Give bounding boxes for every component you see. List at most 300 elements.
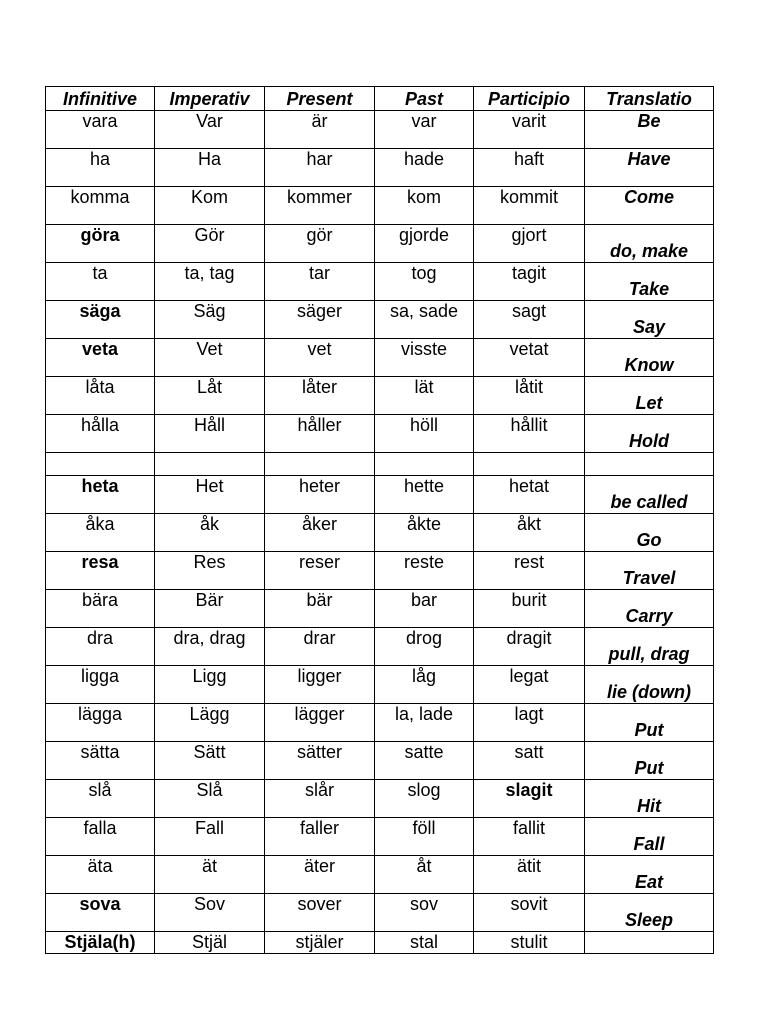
cell-translation <box>585 476 714 514</box>
cell-text: lie (down) <box>607 682 691 702</box>
cell-text: ta, tag <box>184 263 235 283</box>
cell-text: vetat <box>509 339 549 359</box>
cell-past <box>375 415 474 453</box>
cell-imperativ <box>155 415 265 453</box>
header-translatio: Translatio <box>585 87 714 111</box>
cell-past <box>375 818 474 856</box>
cell-text: be called <box>610 492 688 512</box>
cell-present <box>265 263 375 301</box>
cell-infinitive <box>46 894 155 932</box>
cell-translation <box>585 894 714 932</box>
cell-present <box>265 894 375 932</box>
cell-text: Put <box>634 720 664 740</box>
cell-text: kommer <box>286 187 352 207</box>
cell-text: haft <box>513 149 545 169</box>
cell-imperativ <box>155 187 265 225</box>
cell-translation <box>585 149 714 187</box>
cell-imperativ <box>155 856 265 894</box>
cell-imperativ <box>155 111 265 149</box>
verb-rows <box>46 111 714 954</box>
cell-text: Travel <box>622 568 676 588</box>
cell-text: slog <box>407 780 441 800</box>
cell-text: sover <box>297 894 342 914</box>
cell-text: lagt <box>514 704 544 724</box>
cell-translation <box>585 339 714 377</box>
cell-text: resa <box>81 552 119 572</box>
cell-text: kom <box>406 187 441 207</box>
cell-text: ät <box>201 856 217 876</box>
cell-participio <box>474 149 585 187</box>
cell-text: dragit <box>506 628 552 648</box>
cell-past <box>375 187 474 225</box>
cell-past <box>375 932 474 954</box>
cell-present <box>265 149 375 187</box>
cell-text: hållit <box>510 415 548 435</box>
cell-infinitive <box>46 818 155 856</box>
cell-past <box>375 263 474 301</box>
cell-infinitive <box>46 187 155 225</box>
cell-present <box>265 476 375 514</box>
cell-text: ta <box>92 263 108 283</box>
cell-past <box>375 339 474 377</box>
cell-participio <box>474 552 585 590</box>
cell-translation <box>585 856 714 894</box>
header-imperativ: Imperativ <box>155 87 265 111</box>
cell-participio <box>474 476 585 514</box>
cell-translation <box>585 453 714 476</box>
cell-translation <box>585 552 714 590</box>
cell-past <box>375 149 474 187</box>
cell-past <box>375 476 474 514</box>
cell-infinitive <box>46 780 155 818</box>
cell-text: sa, sade <box>389 301 459 321</box>
cell-text: gjorde <box>398 225 450 245</box>
cell-text: tog <box>411 263 437 283</box>
cell-text: är <box>311 111 328 131</box>
cell-text: Put <box>634 758 664 778</box>
cell-text: satte <box>404 742 444 762</box>
cell-participio <box>474 415 585 453</box>
cell-text: gör <box>306 225 333 245</box>
cell-text: äter <box>303 856 336 876</box>
cell-text: ha <box>89 149 111 169</box>
cell-text: hette <box>403 476 445 496</box>
cell-infinitive <box>46 666 155 704</box>
cell-text: burit <box>511 590 547 610</box>
cell-text: kommit <box>500 187 558 207</box>
spacer-row <box>46 453 714 476</box>
cell-imperativ <box>155 704 265 742</box>
cell-participio <box>474 894 585 932</box>
cell-present <box>265 856 375 894</box>
cell-text: säga <box>79 301 121 321</box>
cell-infinitive <box>46 590 155 628</box>
cell-text: låtit <box>514 377 543 397</box>
cell-text: stjäler <box>295 932 344 952</box>
cell-text: åker <box>301 514 337 534</box>
cell-imperativ <box>155 263 265 301</box>
table-row <box>46 339 714 377</box>
table-row <box>46 856 714 894</box>
cell-past <box>375 377 474 415</box>
cell-translation <box>585 263 714 301</box>
cell-text: faller <box>299 818 339 838</box>
cell-text: heta <box>81 476 119 496</box>
cell-text: Gör <box>194 225 225 245</box>
cell-text: bära <box>81 590 119 610</box>
cell-present <box>265 932 375 954</box>
cell-text: hetat <box>508 476 550 496</box>
cell-text: göra <box>80 225 120 245</box>
cell-text: höll <box>409 415 439 435</box>
cell-text: fallit <box>512 818 545 838</box>
cell-translation <box>585 818 714 856</box>
cell-text: Håll <box>193 415 225 435</box>
cell-text: reser <box>298 552 340 572</box>
cell-participio <box>474 666 585 704</box>
cell-text: säger <box>296 301 343 321</box>
table-row <box>46 476 714 514</box>
cell-imperativ <box>155 339 265 377</box>
cell-past <box>375 704 474 742</box>
cell-infinitive <box>46 111 155 149</box>
cell-text: Fall <box>633 834 665 854</box>
cell-text: Know <box>624 355 674 375</box>
header-present: Present <box>265 87 375 111</box>
cell-text: dra <box>86 628 113 648</box>
cell-text: Stjäla(h) <box>64 932 136 952</box>
cell-present <box>265 742 375 780</box>
cell-text: Sätt <box>193 742 226 762</box>
cell-past <box>375 742 474 780</box>
cell-text: Säg <box>193 301 226 321</box>
cell-imperativ <box>155 377 265 415</box>
cell-text: satt <box>514 742 544 762</box>
cell-translation <box>585 628 714 666</box>
cell-infinitive <box>46 476 155 514</box>
table-row <box>46 111 714 149</box>
cell-infinitive <box>46 514 155 552</box>
cell-infinitive <box>46 856 155 894</box>
cell-text: tagit <box>511 263 547 283</box>
cell-participio <box>474 628 585 666</box>
cell-text: stulit <box>510 932 548 952</box>
cell-text: komma <box>70 187 130 207</box>
cell-text: Sleep <box>624 910 674 930</box>
cell-translation <box>585 590 714 628</box>
cell-participio <box>474 590 585 628</box>
cell-infinitive <box>46 339 155 377</box>
cell-present <box>265 453 375 476</box>
cell-present <box>265 225 375 263</box>
cell-past <box>375 628 474 666</box>
cell-text: lät <box>414 377 434 397</box>
cell-present <box>265 187 375 225</box>
cell-participio <box>474 856 585 894</box>
cell-participio <box>474 453 585 476</box>
cell-imperativ <box>155 225 265 263</box>
cell-infinitive <box>46 628 155 666</box>
cell-text: Stjäl <box>191 932 227 952</box>
cell-present <box>265 377 375 415</box>
cell-text: åt <box>416 856 432 876</box>
cell-past <box>375 453 474 476</box>
cell-infinitive <box>46 149 155 187</box>
cell-present <box>265 552 375 590</box>
cell-text: håller <box>297 415 342 435</box>
table-row <box>46 742 714 780</box>
cell-text: hade <box>403 149 445 169</box>
cell-imperativ <box>155 894 265 932</box>
cell-text: heter <box>298 476 341 496</box>
cell-text: veta <box>81 339 119 359</box>
cell-text: slagit <box>505 780 553 800</box>
cell-text: reste <box>403 552 445 572</box>
cell-text: Slå <box>196 780 223 800</box>
cell-text: legat <box>509 666 549 686</box>
cell-past <box>375 111 474 149</box>
cell-imperativ <box>155 590 265 628</box>
cell-translation <box>585 301 714 339</box>
header-past: Past <box>375 87 474 111</box>
table-row <box>46 514 714 552</box>
cell-participio <box>474 377 585 415</box>
cell-translation <box>585 780 714 818</box>
cell-translation <box>585 111 714 149</box>
table-row <box>46 590 714 628</box>
cell-infinitive <box>46 704 155 742</box>
table-row <box>46 301 714 339</box>
cell-text: la, lade <box>394 704 454 724</box>
cell-text: Kom <box>190 187 228 207</box>
cell-text: falla <box>83 818 117 838</box>
cell-present <box>265 628 375 666</box>
cell-text: Have <box>627 149 671 169</box>
verb-conjugation-table <box>45 86 714 954</box>
cell-text: vet <box>307 339 332 359</box>
cell-text: Hold <box>629 431 669 451</box>
cell-text: åkte <box>406 514 442 534</box>
cell-text: bar <box>410 590 437 610</box>
cell-translation <box>585 514 714 552</box>
cell-present <box>265 339 375 377</box>
cell-past <box>375 856 474 894</box>
cell-text: slå <box>88 780 112 800</box>
cell-text: sova <box>79 894 121 914</box>
cell-participio <box>474 932 585 954</box>
cell-text: pull, drag <box>608 644 690 664</box>
cell-present <box>265 415 375 453</box>
cell-text: Bär <box>195 590 224 610</box>
cell-present <box>265 111 375 149</box>
cell-imperativ <box>155 666 265 704</box>
cell-present <box>265 666 375 704</box>
cell-past <box>375 590 474 628</box>
cell-imperativ <box>155 149 265 187</box>
cell-text: sagt <box>511 301 547 321</box>
cell-participio <box>474 818 585 856</box>
cell-imperativ <box>155 932 265 954</box>
cell-text: föll <box>412 818 436 838</box>
cell-present <box>265 590 375 628</box>
cell-text: sätta <box>80 742 120 762</box>
cell-text: Take <box>628 279 670 299</box>
cell-past <box>375 301 474 339</box>
cell-infinitive <box>46 263 155 301</box>
cell-participio <box>474 742 585 780</box>
cell-imperativ <box>155 552 265 590</box>
cell-text: drar <box>303 628 336 648</box>
cell-participio <box>474 301 585 339</box>
cell-infinitive <box>46 415 155 453</box>
cell-past <box>375 666 474 704</box>
cell-text: sov <box>409 894 438 914</box>
header-infinitive: Infinitive <box>46 87 155 111</box>
cell-infinitive <box>46 225 155 263</box>
table-row <box>46 628 714 666</box>
cell-text: tar <box>308 263 330 283</box>
cell-text: lägga <box>77 704 123 724</box>
cell-text: Ha <box>197 149 221 169</box>
cell-text: låg <box>411 666 437 686</box>
cell-past <box>375 780 474 818</box>
cell-infinitive <box>46 301 155 339</box>
cell-text: har <box>306 149 333 169</box>
cell-text: ligger <box>297 666 342 686</box>
cell-imperativ <box>155 818 265 856</box>
cell-participio <box>474 514 585 552</box>
cell-imperativ <box>155 301 265 339</box>
cell-translation <box>585 187 714 225</box>
cell-infinitive <box>46 453 155 476</box>
cell-translation <box>585 932 714 954</box>
cell-present <box>265 780 375 818</box>
cell-text: äta <box>87 856 113 876</box>
cell-translation <box>585 415 714 453</box>
cell-text: Var <box>196 111 223 131</box>
cell-text: Fall <box>194 818 224 838</box>
table-row <box>46 818 714 856</box>
cell-text: Eat <box>634 872 663 892</box>
cell-text: Hit <box>637 796 661 816</box>
cell-imperativ <box>155 742 265 780</box>
cell-participio <box>474 339 585 377</box>
cell-text: Come <box>623 187 674 207</box>
cell-text: hålla <box>80 415 120 435</box>
cell-imperativ <box>155 476 265 514</box>
table-row <box>46 149 714 187</box>
cell-translation <box>585 742 714 780</box>
table-row <box>46 263 714 301</box>
cell-text: sovit <box>510 894 548 914</box>
cell-text: bär <box>306 590 333 610</box>
cell-text: Say <box>632 317 666 337</box>
table-row <box>46 415 714 453</box>
cell-text: drog <box>405 628 443 648</box>
cell-text: åka <box>85 514 115 534</box>
table-row <box>46 666 714 704</box>
cell-text: rest <box>513 552 544 572</box>
cell-infinitive <box>46 932 155 954</box>
cell-text: låta <box>85 377 115 397</box>
cell-text: vara <box>82 111 118 131</box>
cell-participio <box>474 263 585 301</box>
cell-text: dra, drag <box>173 628 246 648</box>
table-row <box>46 187 714 225</box>
cell-text: Go <box>636 530 662 550</box>
cell-infinitive <box>46 377 155 415</box>
cell-text: ligga <box>80 666 120 686</box>
cell-text: gjort <box>511 225 547 245</box>
cell-text: åkt <box>516 514 541 534</box>
cell-text: slår <box>304 780 334 800</box>
table-row <box>46 932 714 954</box>
cell-infinitive <box>46 552 155 590</box>
table-row <box>46 704 714 742</box>
cell-translation <box>585 225 714 263</box>
header-row <box>46 87 714 111</box>
cell-text: Ligg <box>192 666 227 686</box>
cell-imperativ <box>155 453 265 476</box>
header-participio: Participio <box>474 87 585 111</box>
cell-text: Lägg <box>189 704 230 724</box>
cell-text: åk <box>199 514 219 534</box>
cell-translation <box>585 666 714 704</box>
cell-imperativ <box>155 780 265 818</box>
cell-past <box>375 225 474 263</box>
cell-past <box>375 552 474 590</box>
cell-text: ätit <box>516 856 541 876</box>
cell-present <box>265 301 375 339</box>
cell-text: Be <box>637 111 661 131</box>
cell-text: Res <box>193 552 226 572</box>
cell-infinitive <box>46 742 155 780</box>
cell-participio <box>474 111 585 149</box>
cell-imperativ <box>155 628 265 666</box>
cell-text: Carry <box>625 606 673 626</box>
cell-present <box>265 514 375 552</box>
cell-text: lägger <box>294 704 345 724</box>
cell-participio <box>474 780 585 818</box>
cell-present <box>265 704 375 742</box>
cell-past <box>375 894 474 932</box>
cell-participio <box>474 187 585 225</box>
cell-text: Let <box>635 393 663 413</box>
cell-text: Sov <box>193 894 226 914</box>
cell-present <box>265 818 375 856</box>
cell-imperativ <box>155 514 265 552</box>
table-row <box>46 894 714 932</box>
table-row <box>46 552 714 590</box>
table-row <box>46 225 714 263</box>
cell-translation <box>585 704 714 742</box>
table-row <box>46 780 714 818</box>
cell-text: varit <box>511 111 546 131</box>
cell-translation <box>585 377 714 415</box>
cell-text: do, make <box>609 241 689 261</box>
cell-text: Vet <box>196 339 223 359</box>
cell-text: var <box>411 111 437 131</box>
cell-text: visste <box>400 339 447 359</box>
cell-text: stal <box>409 932 438 952</box>
table-row <box>46 377 714 415</box>
cell-participio <box>474 704 585 742</box>
cell-participio <box>474 225 585 263</box>
cell-text: Låt <box>196 377 223 397</box>
cell-text: låter <box>301 377 337 397</box>
cell-text: Het <box>195 476 224 496</box>
cell-past <box>375 514 474 552</box>
